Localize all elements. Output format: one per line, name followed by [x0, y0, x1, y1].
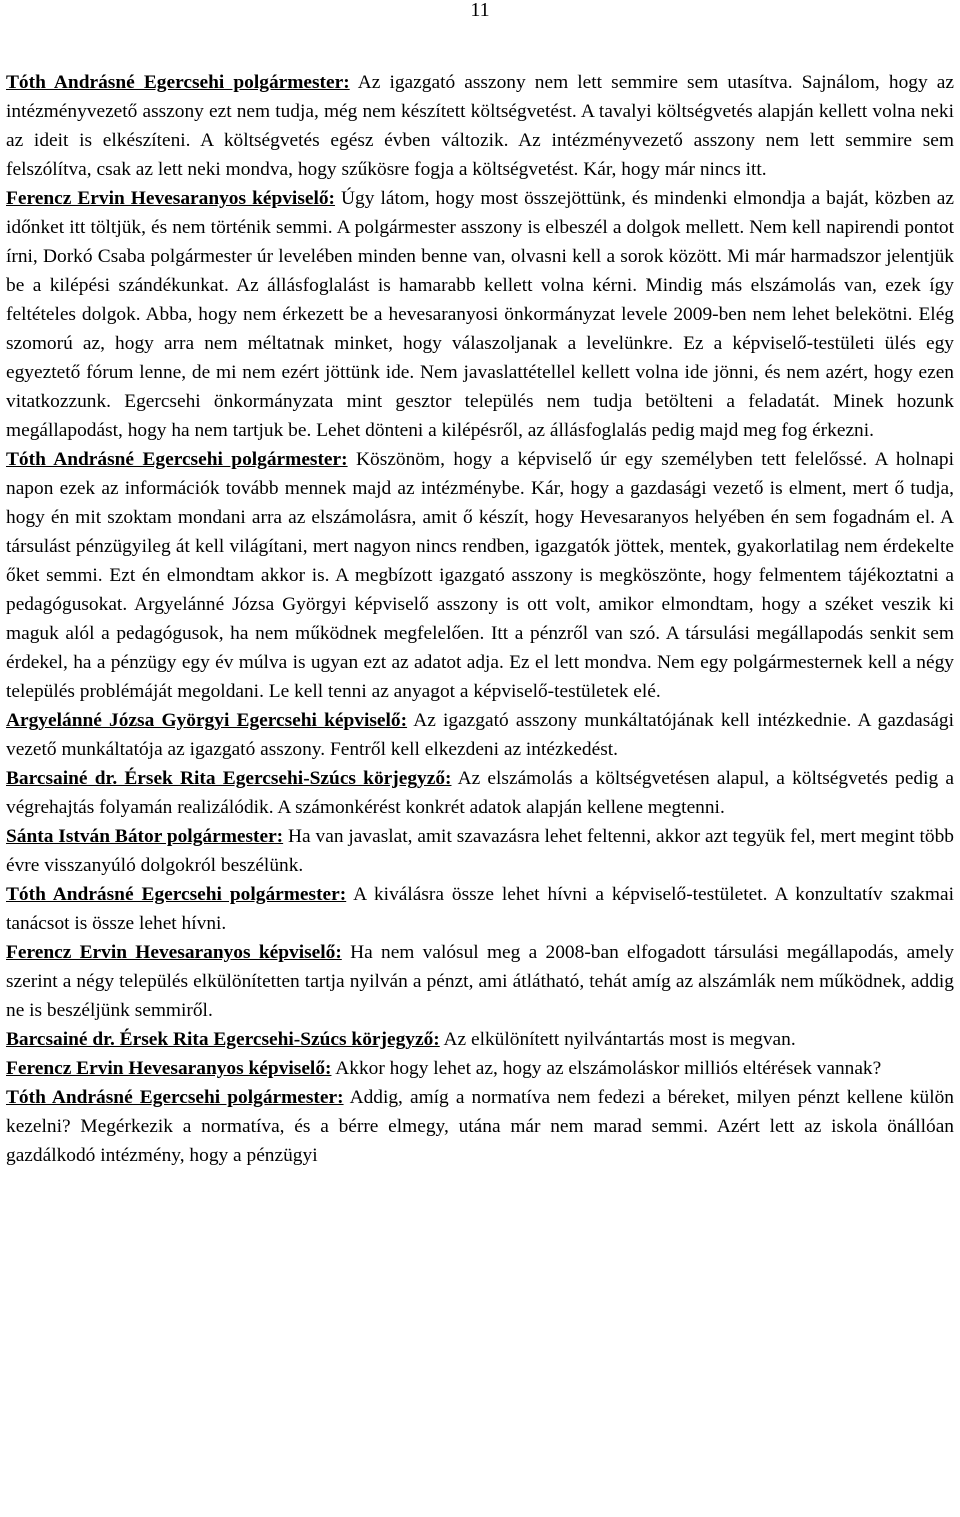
- speech-text: Az elkülönített nyilvántartás most is megvan.: [443, 1029, 796, 1050]
- transcript-paragraph: [6, 68, 954, 184]
- transcript-paragraph: [6, 1083, 954, 1170]
- speech-text: Az igazgató asszony nem lett semmire sem utasítva. Sajnálom, hogy az intézményvezető asszony ezt nem tudja, még nem készített költségvetést. A tavalyi költségvetés alapján kellett volna neki az ideit is elkészíteni. A költségvetés egész évben változik. Az intézményvezető asszony nem lett semmire sem felszólítva, csak az lett neki mondva, hogy szűkösre fogja a költségvetést. Kár, hogy már nincs itt.: [6, 72, 955, 180]
- transcript-paragraph: [6, 764, 954, 822]
- transcript-paragraph: [6, 822, 954, 880]
- speech-text: Ha nem valósul meg a 2008-ban elfogadott társulási megállapodás, amely szerint a négy település elkülönítetten tartja nyilván a pénzt, ami átlátható, tehát amíg az alszámlák nem működnek, addig ne is beszéljünk semmiről.: [6, 942, 954, 1021]
- document-body: [6, 68, 954, 1170]
- speech-text: A kiválásra össze lehet hívni a képviselő-testületet. A konzultatív szakmai tanácsot is össze lehet hívni.: [6, 884, 955, 934]
- transcript-paragraph: [6, 445, 954, 706]
- speaker-name: Ferencz Ervin Hevesaranyos képviselő:: [6, 188, 336, 209]
- speech-text: Az elszámolás a költségvetésen alapul, a költségvetés pedig a végrehajtás folyamán realizálódik. A számonkérést konkrét adatok alapján kellene megtenni.: [6, 768, 955, 818]
- speaker-name: Barcsainé dr. Érsek Rita Egercsehi-Szúcs körjegyző:: [6, 1029, 440, 1050]
- speaker-name: Argyelánné Józsa Györgyi Egercsehi képviselő:: [6, 710, 408, 731]
- transcript-paragraph: [6, 706, 954, 764]
- speaker-name: Tóth Andrásné Egercsehi polgármester:: [6, 449, 348, 470]
- speaker-name: Tóth Andrásné Egercsehi polgármester:: [6, 884, 347, 905]
- speaker-name: Tóth Andrásné Egercsehi polgármester:: [6, 1087, 344, 1108]
- transcript-paragraph: [6, 184, 954, 445]
- speech-text: Úgy látom, hogy most összejöttünk, és mindenki elmondja a baját, közben az időnket itt töltjük, és nem történik semmi. A polgármester asszony is elbeszél a dolgok mellett. Nem kell napirendi pontot írni, Dorkó Csaba polgármester úr levelében minden benne van, olvasni kell a sorok között. Mi már harmadszor jelentjük be a kilépési szándékunkat. Az állásfoglalást is hamarabb kellett volna kérni. Mindig más elszámolás van, ezek így feltételes dolgok. Abba, hogy nem érkezett be a hevesaranyosi önkormányzat levele 2009-ben nem lehet belekötni. Elég szomorú az, hogy arra nem méltatnak minket, hogy válaszoljanak a levelünkre. Ez a képviselő-testületi ülés egy egyeztető fórum lenne, de mi nem ezért jöttünk ide. Nem javaslattétellel kellett volna ide jönni, és nem azért, hogy ezen vitatkozzunk. Egercsehi önkormányzata mint gesztor település nem tudja betölteni a feladatát. Minek hozunk megállapodást, hogy ha nem tartjuk be. Lehet dönteni a kilépésről, az állásfoglalás pedig majd meg fog érkezni.: [6, 188, 954, 441]
- transcript-paragraph: [6, 880, 954, 938]
- page-number: 11: [470, 0, 490, 21]
- speech-text: Az igazgató asszony munkáltatójának kell intézkednie. A gazdasági vezető munkáltatója az igazgató asszony. Fentről kell elkezdeni az intézkedést.: [6, 710, 955, 760]
- speaker-name: Ferencz Ervin Hevesaranyos képviselő:: [6, 942, 342, 963]
- speaker-name: Sánta István Bátor polgármester:: [6, 826, 284, 847]
- speech-text: Addig, amíg a normatíva nem fedezi a béreket, milyen pénzt kellene külön kezelni? Megérkezik a normatíva, és a bérre elmegy, utána már nem marad semmi. Azért lett az iskola önállóan gazdálkodó intézmény, hogy a pénzügyi: [6, 1087, 954, 1166]
- transcript-paragraph: [6, 1054, 954, 1083]
- speaker-name: Barcsainé dr. Érsek Rita Egercsehi-Szúcs körjegyző:: [6, 768, 452, 789]
- speaker-name: Ferencz Ervin Hevesaranyos képviselő:: [6, 1058, 332, 1079]
- speech-text: Ha van javaslat, amit szavazásra lehet feltenni, akkor azt tegyük fel, mert megint több évre visszanyúló dolgokról beszélünk.: [6, 826, 954, 876]
- speaker-name: Tóth Andrásné Egercsehi polgármester:: [6, 72, 350, 93]
- speech-text: Akkor hogy lehet az, hogy az elszámoláskor milliós eltérések vannak?: [335, 1058, 882, 1079]
- transcript-paragraph: [6, 938, 954, 1025]
- speech-text: Köszönöm, hogy a képviselő úr egy személyben tett felelőssé. A holnapi napon ezek az információk tovább mennek majd az intézménybe. Kár, hogy a gazdasági vezető is elment, mert ő tudja, hogy én mit szoktam mondani arra az elszámolásra, amit ő készít, hogy Hevesaranyos helyében én sem fogadnám el. A társulást pénzügyileg át kell világítani, mert nagyon nincs rendben, igazgatók jöttek, mentek, gyakorlatilag nem érdekelte őket semmi. Ezt én elmondtam akkor is. A megbízott igazgató asszony is megköszönte, hogy felmentem tájékoztatni a pedagógusokat. Argyelánné Józsa Györgyi képviselő asszony is ott volt, amikor elmondtam, hogy a széket veszik ki maguk alól a pedagógusok, ha nem működnek megfelelően. Itt a pénzről van szó. A társulási megállapodás senkit sem érdekel, ha a pénzügy egy év múlva is ugyan ezt az adatot adja. Ez el lett mondva. Nem egy polgármesternek kell a négy település problémáját megoldani. Le kell tenni az anyagot a képviselő-testületek elé.: [6, 449, 954, 702]
- transcript-paragraph: [6, 1025, 954, 1054]
